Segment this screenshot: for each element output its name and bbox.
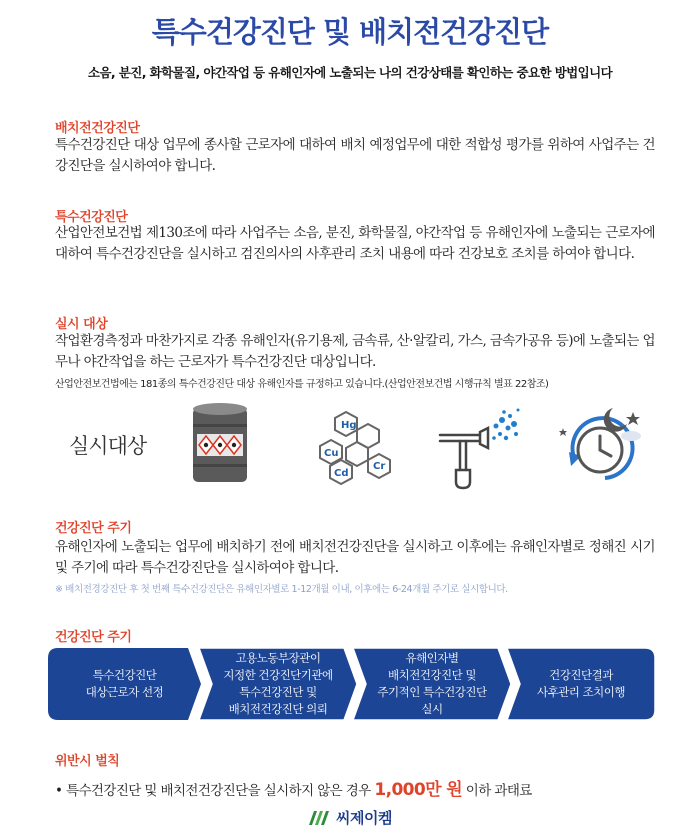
process-step-2-label: 고용노동부장관이 지정한 건강진단기관에 특수건강진단 및 배치전건강진단 의뢰 (223, 651, 333, 716)
logo-text: 씨제이켐 (336, 809, 392, 827)
penalty-text-before: • 특수건강진단 및 배치전건강진단을 실시하지 않은 경우 (55, 783, 375, 799)
section-heading-process: 건강진단 주기 (55, 630, 132, 645)
process-step-3-label: 유해인자별 배치전건강진단 및 주기적인 특수건강진단 실시 (377, 651, 487, 716)
icon-row-label: 실시대상 (69, 434, 147, 458)
section-note-target: 산업안전보건법에는 181종의 특수건강진단 대상 유해인자를 규정하고 있습니다.(산업안전보건법 시행규칙 별표 22참조) (55, 379, 549, 390)
company-logo (0, 807, 700, 831)
process-step-4 (507, 648, 655, 720)
section-heading-pre-placement: 배치전건강진단 (55, 121, 140, 136)
page-subtitle: 소음, 분진, 화학물질, 야간작업 등 유해인자에 노출되는 나의 건강상태를 확인하는 중요한 방법입니다 (87, 65, 613, 80)
process-step-4-label: 건강진단결과 사후관리 조치이행 (536, 668, 626, 699)
night-clock-icon (555, 400, 645, 495)
process-step-1-label: 특수건강진단 대상근로자 선정 (85, 668, 164, 699)
target-icon-row (55, 400, 655, 495)
section-heading-cycle: 건강진단 주기 (55, 521, 132, 536)
metal-symbol-hg: Hg (341, 420, 357, 431)
process-step-1 (48, 648, 201, 720)
section-heading-target: 실시 대상 (55, 317, 108, 332)
section-heading-special: 특수건강진단 (55, 210, 128, 225)
metals-molecule-icon (300, 400, 410, 495)
page-title: 특수건강진단 및 배치전건강진단 (151, 15, 549, 49)
chemical-barrel-icon (185, 400, 255, 490)
section-note-cycle: ※ 배치전경강진단 후 첫 번째 특수건강진단은 유해인자별로 1-12개월 이내, 이후에는 6-24개월 주기로 실시합니다. (55, 584, 508, 595)
section-heading-penalty: 위반시 벌칙 (55, 754, 120, 769)
section-body-special: 산업안전보건법 제130조에 따라 사업주는 소음, 분진, 화학물질, 야간작업 등 유해인자에 노출되는 근로자에 대하여 특수건강진단을 실시하고 검진의사의 사후관리 조치 내용에 따라 건강보호 조치를 하여야 합니다. (55, 225, 655, 262)
penalty-line (55, 775, 532, 800)
logo-mark-icon (308, 809, 330, 827)
process-step-2 (199, 648, 357, 720)
penalty-text-after: 이하 과태료 (462, 783, 532, 799)
section-body-target: 작업환경측정과 마찬가지로 각종 유해인자(유기용제, 금속류, 산·알칼리, 가스, 금속가공유 등)에 노출되는 업무나 야간작업을 하는 근로자가 특수건강진단 대상입니다. (55, 333, 655, 370)
metal-symbol-cu: Cu (324, 448, 339, 459)
spray-gun-icon (430, 400, 525, 495)
metal-symbol-cr: Cr (373, 461, 386, 472)
section-body-cycle: 유해인자에 노출되는 업무에 배치하기 전에 배치전건강진단을 실시하고 이후에는 유해인자별로 정해진 시기 및 주기에 따라 특수건강진단을 실시하여야 합니다. (55, 539, 655, 576)
metal-symbol-cd: Cd (334, 468, 349, 479)
section-body-pre-placement: 특수건강진단 대상 업무에 종사할 근로자에 대하여 배치 예정업무에 대한 적합성 평가를 위하여 사업주는 건강진단을 실시하여야 합니다. (55, 137, 655, 174)
process-flow (48, 648, 655, 720)
penalty-amount: 1,000만 원 (374, 780, 463, 800)
process-step-3 (353, 648, 511, 720)
